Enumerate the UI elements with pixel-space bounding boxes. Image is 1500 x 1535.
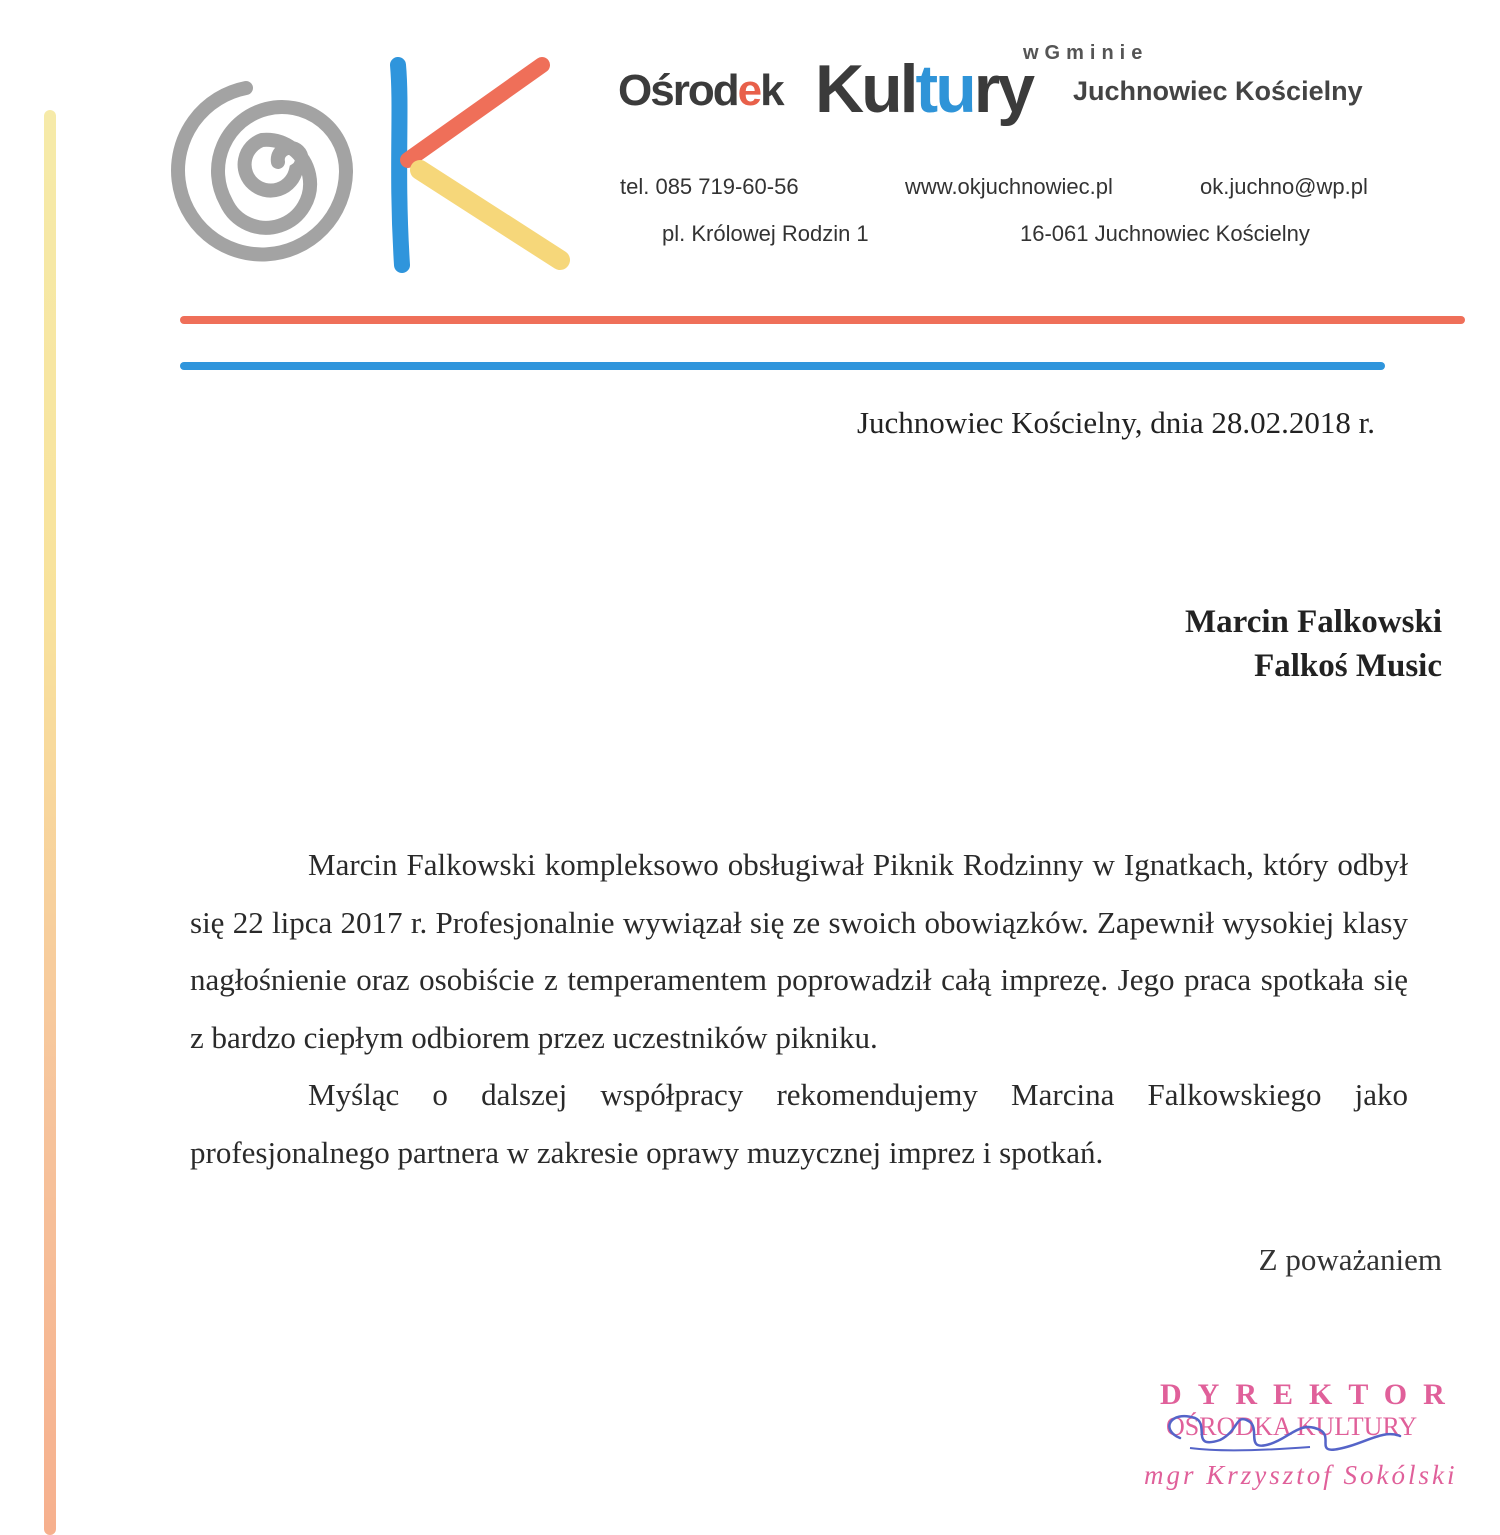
header-rule-blue xyxy=(180,362,1385,370)
brand-w-gminie: wGminie xyxy=(1023,42,1149,64)
letter-body xyxy=(190,836,1408,1181)
stamp-person: mgr Krzysztof Sokólski xyxy=(1144,1460,1458,1490)
recipient-name: Marcin Falkowski xyxy=(1185,604,1442,640)
margin-stripe xyxy=(44,110,56,1535)
brand-title xyxy=(618,42,1418,138)
brand-osrodek: Ośrodek xyxy=(618,66,783,115)
director-stamp xyxy=(1130,1370,1461,1500)
street-address: pl. Królowej Rodzin 1 xyxy=(662,221,869,246)
closing-salutation: Z poważaniem xyxy=(1258,1242,1442,1277)
stamp-title: DYREKTOR xyxy=(1160,1378,1461,1411)
header-rule-red xyxy=(180,316,1465,324)
brand-kultury: Kultury xyxy=(815,51,1033,127)
body-paragraph: Myśląc o dalszej współpracy rekomendujemy Marcina Falkowskiego jako profesjonalnego partnera w zakresie oprawy muzycznej imprez i spotkań. xyxy=(190,1077,1408,1170)
body-paragraph: Marcin Falkowski kompleksowo obsługiwał Piknik Rodzinny w Ignatkach, który odbył się 22 lipca 2017 r. Profesjonalnie wywiązał się ze swoich obowiązków. Zapewnił wysokiej klasy nagłośnienie oraz osobiście z temperamentem poprowadził całą imprezę. Jego praca spotkała się z bardzo ciepłym odbiorem przez uczestników pikniku. xyxy=(190,847,1408,1055)
email-link[interactable]: ok.juchno@wp.pl xyxy=(1200,174,1368,199)
letter-date: Juchnowiec Kościelny, dnia 28.02.2018 r. xyxy=(856,405,1375,440)
phone-number: tel. 085 719-60-56 xyxy=(620,174,799,199)
brand-place: Juchnowiec Kościelny xyxy=(1073,76,1363,106)
ok-logo-icon xyxy=(170,50,580,280)
website-link[interactable]: www.okjuchnowiec.pl xyxy=(905,174,1113,199)
recipient-company: Falkoś Music xyxy=(1254,648,1442,684)
recipient-block xyxy=(1185,600,1442,688)
postal-address: 16-061 Juchnowiec Kościelny xyxy=(1020,221,1310,246)
stamp-org: OŚRODKA KULTURY xyxy=(1166,1412,1418,1441)
